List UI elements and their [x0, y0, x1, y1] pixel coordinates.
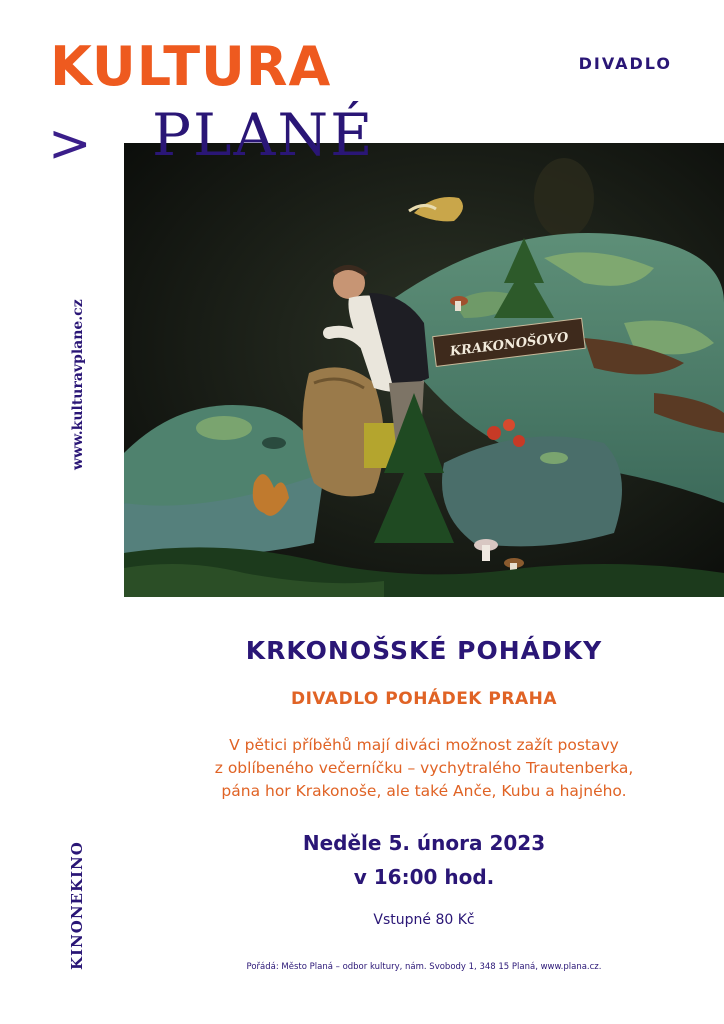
description-line: pána hor Krakonoše, ale také Anče, Kubu a hajného. [221, 782, 627, 800]
organizer-footer: Pořádá: Město Planá – odbor kultury, nám. Svobody 1, 348 15 Planá, www.plana.cz. [246, 962, 602, 972]
event-photo [124, 143, 724, 597]
event-datetime [124, 826, 724, 894]
event-description [124, 734, 724, 803]
kinonekino-label: KINONEKINO [68, 841, 86, 970]
event-time: v 16:00 hod. [353, 865, 495, 889]
description-line: V pětici příběhů mají diváci možnost zažít postavy [229, 736, 619, 754]
photo-sign-text: KRAKONOŠOVO [449, 330, 570, 360]
website-link[interactable]: www.kulturavplane.cz [70, 299, 86, 470]
logo-plane-text: PLANÉ [152, 101, 375, 169]
category-label: DIVADLO [578, 54, 672, 73]
event-company: DIVADLO POHÁDEK PRAHA [290, 689, 557, 709]
event-price: Vstupné 80 Kč [373, 912, 475, 928]
logo-kultura-text: KULTURA [50, 35, 332, 98]
logo-arrow-icon: > [48, 114, 92, 174]
event-title: KRKONOŠSKÉ POHÁDKY [245, 636, 603, 665]
description-line: z oblíbeného večerníčku – vychytralého Trautenberka, [214, 759, 634, 777]
event-date: Neděle 5. února 2023 [302, 831, 546, 855]
